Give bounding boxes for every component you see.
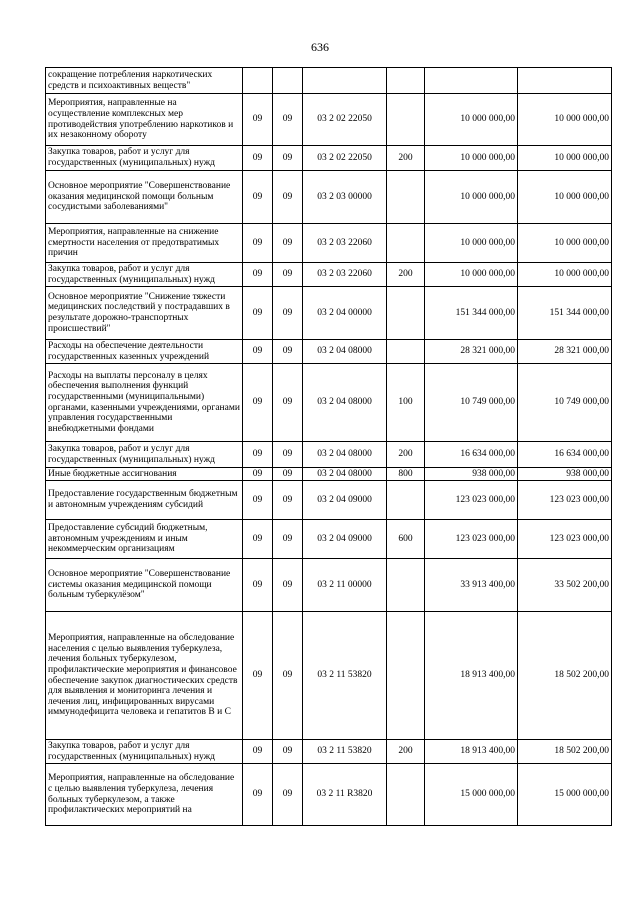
row-name: Мероприятия, направленные на обследование с целью выявления туберкулеза, лечения больных туберкулезом, а также профилактических мероприятий на (46, 764, 243, 826)
row-name: сокращение потребления наркотических средств и психоактивных веществ" (46, 68, 243, 94)
table-row (46, 468, 612, 481)
row-amount-2: 10 000 000,00 (518, 94, 612, 146)
row-name: Предоставление субсидий бюджетным, автономным учреждениям и иным некоммерческим организациям (46, 520, 243, 559)
row-section: 09 (243, 468, 273, 481)
row-amount-2: 18 502 200,00 (518, 740, 612, 764)
row-expense-type (387, 612, 425, 740)
row-amount-2: 10 000 000,00 (518, 171, 612, 224)
row-expense-type (387, 764, 425, 826)
row-target-code: 03 2 04 09000 (303, 481, 387, 520)
row-target-code (303, 68, 387, 94)
row-name: Мероприятия, направленные на снижение смертности населения от предотвратимых причин (46, 224, 243, 263)
table-row (46, 171, 612, 224)
table-row (46, 481, 612, 520)
row-expense-type: 200 (387, 263, 425, 287)
row-target-code: 03 2 04 08000 (303, 468, 387, 481)
row-amount-2: 10 000 000,00 (518, 263, 612, 287)
row-subsection: 09 (273, 171, 303, 224)
row-target-code: 03 2 04 09000 (303, 520, 387, 559)
row-amount-1: 10 000 000,00 (425, 171, 518, 224)
row-expense-type (387, 340, 425, 364)
row-name: Закупка товаров, работ и услуг для государственных (муниципальных) нужд (46, 146, 243, 171)
row-section: 09 (243, 287, 273, 340)
row-amount-1: 10 000 000,00 (425, 94, 518, 146)
table-row (46, 740, 612, 764)
row-amount-2 (518, 68, 612, 94)
row-expense-type (387, 171, 425, 224)
table-row (46, 364, 612, 442)
table-row (46, 340, 612, 364)
row-subsection: 09 (273, 468, 303, 481)
row-amount-2: 18 502 200,00 (518, 612, 612, 740)
row-amount-1: 33 913 400,00 (425, 559, 518, 612)
row-subsection: 09 (273, 520, 303, 559)
row-subsection: 09 (273, 740, 303, 764)
row-amount-2: 10 749 000,00 (518, 364, 612, 442)
row-expense-type: 200 (387, 442, 425, 468)
row-target-code: 03 2 04 00000 (303, 287, 387, 340)
row-amount-1: 10 749 000,00 (425, 364, 518, 442)
row-expense-type: 200 (387, 146, 425, 171)
row-expense-type (387, 559, 425, 612)
row-target-code: 03 2 03 22060 (303, 224, 387, 263)
row-subsection: 09 (273, 340, 303, 364)
row-amount-1: 15 000 000,00 (425, 764, 518, 826)
row-subsection: 09 (273, 442, 303, 468)
table-row (46, 146, 612, 171)
row-amount-1: 18 913 400,00 (425, 612, 518, 740)
table-row (46, 442, 612, 468)
table-row (46, 764, 612, 826)
row-amount-1 (425, 68, 518, 94)
row-amount-1: 938 000,00 (425, 468, 518, 481)
row-subsection: 09 (273, 146, 303, 171)
row-expense-type (387, 94, 425, 146)
row-name: Мероприятия, направленные на осуществление комплексных мер противодействия употреблению наркотиков и их незаконному обороту (46, 94, 243, 146)
row-target-code: 03 2 04 08000 (303, 340, 387, 364)
row-expense-type (387, 68, 425, 94)
row-name: Основное мероприятие "Снижение тяжести медицинских последствий у пострадавших в результате дорожно-транспортных происшествий" (46, 287, 243, 340)
row-name: Закупка товаров, работ и услуг для государственных (муниципальных) нужд (46, 740, 243, 764)
row-expense-type: 800 (387, 468, 425, 481)
row-section: 09 (243, 146, 273, 171)
row-expense-type (387, 224, 425, 263)
row-target-code: 03 2 11 00000 (303, 559, 387, 612)
row-amount-1: 16 634 000,00 (425, 442, 518, 468)
table-row (46, 520, 612, 559)
row-expense-type: 600 (387, 520, 425, 559)
row-section: 09 (243, 94, 273, 146)
row-target-code: 03 2 04 08000 (303, 364, 387, 442)
row-target-code: 03 2 11 R3820 (303, 764, 387, 826)
row-section: 09 (243, 340, 273, 364)
row-amount-2: 10 000 000,00 (518, 224, 612, 263)
row-expense-type (387, 287, 425, 340)
row-name: Предоставление государственным бюджетным и автономным учреждениям субсидий (46, 481, 243, 520)
row-amount-1: 151 344 000,00 (425, 287, 518, 340)
row-amount-2: 10 000 000,00 (518, 146, 612, 171)
row-section: 09 (243, 224, 273, 263)
row-amount-2: 28 321 000,00 (518, 340, 612, 364)
row-subsection: 09 (273, 481, 303, 520)
row-section: 09 (243, 559, 273, 612)
row-target-code: 03 2 04 08000 (303, 442, 387, 468)
row-name: Мероприятия, направленные на обследование населения с целью выявления туберкулеза, лечения больных туберкулезом, профилактические мероприятия и финансовое обеспечение закупок диагностических средств для выявления и мониторинга лечения и лечения лиц, инфицированных вирусами иммунодефицита человека и гепатитов В и С (46, 612, 243, 740)
row-subsection: 09 (273, 559, 303, 612)
row-amount-1: 10 000 000,00 (425, 224, 518, 263)
row-name: Иные бюджетные ассигнования (46, 468, 243, 481)
row-amount-2: 938 000,00 (518, 468, 612, 481)
table-row (46, 559, 612, 612)
row-target-code: 03 2 11 53820 (303, 612, 387, 740)
row-section: 09 (243, 481, 273, 520)
row-name: Основное мероприятие "Совершенствование системы оказания медицинской помощи больным туберкулёзом" (46, 559, 243, 612)
row-subsection (273, 68, 303, 94)
row-section: 09 (243, 364, 273, 442)
row-amount-2: 33 502 200,00 (518, 559, 612, 612)
row-amount-2: 16 634 000,00 (518, 442, 612, 468)
row-name: Закупка товаров, работ и услуг для государственных (муниципальных) нужд (46, 263, 243, 287)
table-row (46, 287, 612, 340)
row-name: Основное мероприятие "Совершенствование оказания медицинской помощи больным сосудистыми заболеваниями" (46, 171, 243, 224)
row-subsection: 09 (273, 263, 303, 287)
row-name: Расходы на выплаты персоналу в целях обеспечения выполнения функций государственными (муниципальными) органами, казенными учреждениями, органами управления государственными внебюджетными фондами (46, 364, 243, 442)
row-subsection: 09 (273, 224, 303, 263)
row-expense-type: 200 (387, 740, 425, 764)
row-target-code: 03 2 11 53820 (303, 740, 387, 764)
table-row (46, 263, 612, 287)
row-subsection: 09 (273, 94, 303, 146)
row-amount-2: 15 000 000,00 (518, 764, 612, 826)
row-subsection: 09 (273, 287, 303, 340)
row-amount-2: 151 344 000,00 (518, 287, 612, 340)
row-subsection: 09 (273, 764, 303, 826)
row-amount-1: 28 321 000,00 (425, 340, 518, 364)
table-row (46, 94, 612, 146)
row-section: 09 (243, 612, 273, 740)
row-target-code: 03 2 03 22060 (303, 263, 387, 287)
row-amount-1: 123 023 000,00 (425, 520, 518, 559)
row-section: 09 (243, 263, 273, 287)
row-expense-type: 100 (387, 364, 425, 442)
row-section: 09 (243, 520, 273, 559)
row-name: Закупка товаров, работ и услуг для государственных (муниципальных) нужд (46, 442, 243, 468)
row-section: 09 (243, 171, 273, 224)
row-target-code: 03 2 03 00000 (303, 171, 387, 224)
row-amount-1: 10 000 000,00 (425, 263, 518, 287)
row-subsection: 09 (273, 612, 303, 740)
row-amount-2: 123 023 000,00 (518, 481, 612, 520)
row-name: Расходы на обеспечение деятельности государственных казенных учреждений (46, 340, 243, 364)
row-target-code: 03 2 02 22050 (303, 94, 387, 146)
row-amount-2: 123 023 000,00 (518, 520, 612, 559)
table-row (46, 68, 612, 94)
row-target-code: 03 2 02 22050 (303, 146, 387, 171)
row-amount-1: 123 023 000,00 (425, 481, 518, 520)
table-row (46, 612, 612, 740)
row-section: 09 (243, 764, 273, 826)
row-amount-1: 10 000 000,00 (425, 146, 518, 171)
row-amount-1: 18 913 400,00 (425, 740, 518, 764)
table-row (46, 224, 612, 263)
row-section: 09 (243, 740, 273, 764)
table-body (46, 68, 612, 826)
row-section: 09 (243, 442, 273, 468)
page-number: 636 (311, 40, 329, 54)
row-expense-type (387, 481, 425, 520)
row-section (243, 68, 273, 94)
row-subsection: 09 (273, 364, 303, 442)
budget-table (45, 67, 612, 826)
